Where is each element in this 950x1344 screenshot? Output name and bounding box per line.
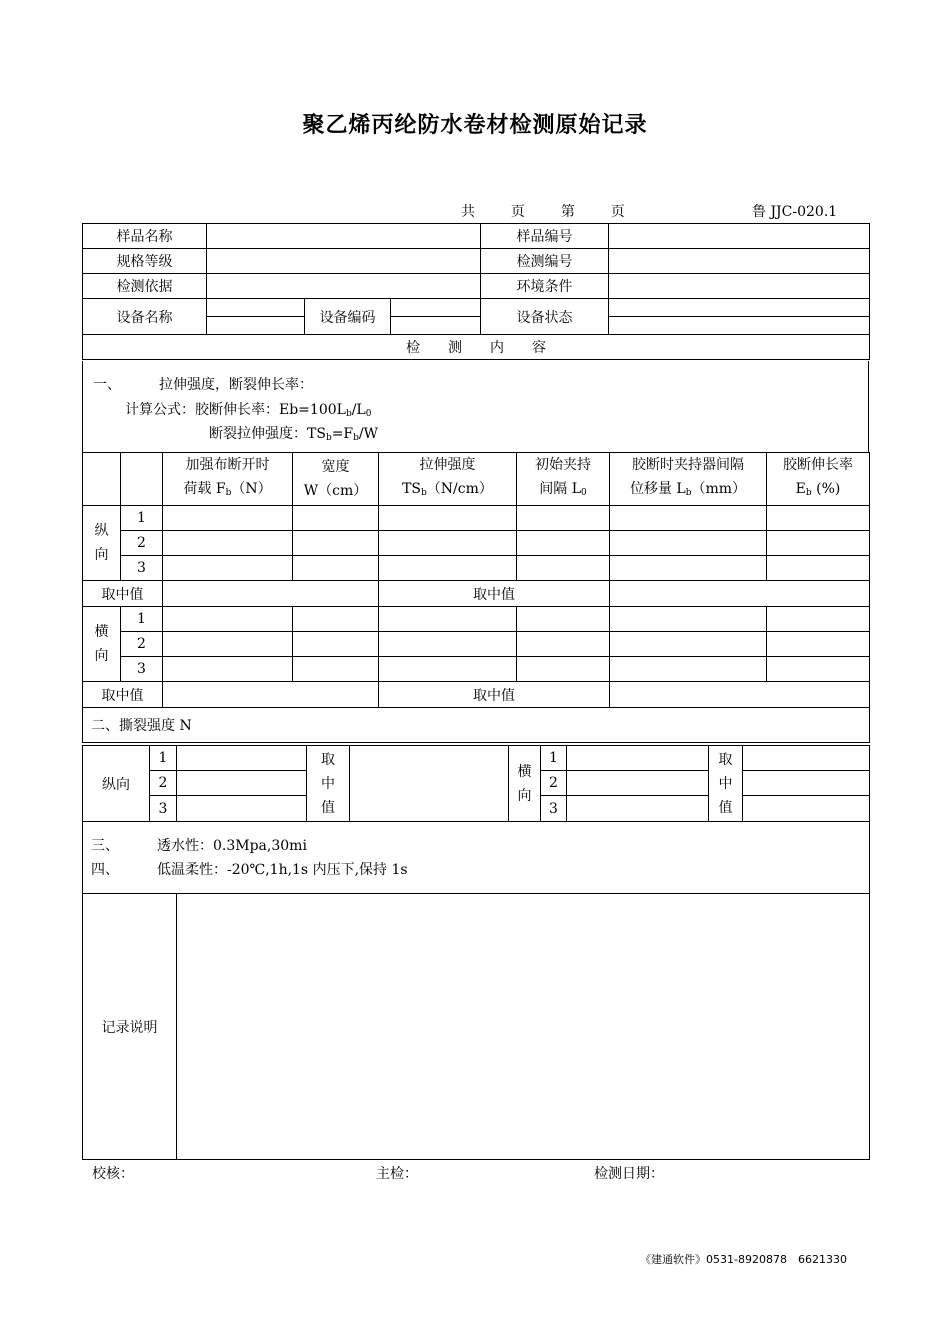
col-strength-l1: 拉伸强度 [419,457,476,473]
tear-median-field-1[interactable] [350,746,509,822]
sample-name-label: 样品名称 [83,224,207,249]
remarks-field[interactable] [177,894,870,1160]
col-gap-l2: 间隔 L [539,481,581,497]
col-width-l1: 宽度 [321,459,350,475]
software-brand: 《建通软件》0531-8920878 6621330 [640,1253,847,1266]
environment-label: 环境条件 [481,274,609,299]
col-strength-header [379,453,517,506]
cell-input[interactable] [293,506,379,531]
sample-name-field[interactable] [207,224,481,249]
review-label: 校核： [92,1166,134,1182]
section-1-number: 一、 [93,377,121,393]
cell-input[interactable] [379,531,517,556]
col-strength-l2: TS [402,481,422,497]
cell-input[interactable] [610,506,767,531]
cell-input[interactable] [379,506,517,531]
cell-input[interactable] [293,531,379,556]
row-number: 1 [121,506,163,531]
page-unit-label-2: 页 [610,204,625,220]
row-number: 2 [121,632,163,657]
sections-3-4 [83,822,870,894]
test-no-field[interactable] [609,249,870,274]
row-number: 1 [150,746,177,771]
page-unit-label: 页 [510,204,525,220]
test-basis-field[interactable] [207,274,481,299]
device-name-field[interactable] [207,299,305,335]
cell-input[interactable] [610,607,767,632]
date-label: 检测日期： [594,1166,664,1182]
cell-input[interactable] [293,632,379,657]
device-code-field[interactable] [391,299,481,335]
cell-input[interactable] [767,506,870,531]
sample-no-field[interactable] [609,224,870,249]
row-number: 2 [541,771,567,796]
col-gap-header [517,453,610,506]
formula-tensile-text: 断裂拉伸强度：TS [209,426,326,442]
formula-sub-0: 0 [365,409,372,419]
cell-input[interactable] [610,632,767,657]
cell-input[interactable] [379,607,517,632]
cell-input[interactable] [567,771,709,796]
cell-input[interactable] [767,632,870,657]
cell-input[interactable] [767,607,870,632]
cell-input[interactable] [743,771,870,796]
section-1-box [82,361,869,452]
median-label: 取中值 [83,682,163,708]
section-2-heading: 二、撕裂强度 N [83,708,870,743]
row-number: 1 [541,746,567,771]
row-number: 3 [150,796,177,822]
tear-median-label-2 [709,746,743,822]
col-elongation-l2: E [795,481,806,497]
cell-input[interactable] [767,657,870,682]
formula-elongation-text: 计算公式：胶断伸长率：Eb=100L [125,402,346,418]
sample-no-label: 样品编号 [481,224,609,249]
section-1-heading: 拉伸强度，断裂伸长率： [159,377,313,393]
cell-input[interactable] [163,531,293,556]
median-field[interactable] [163,682,379,708]
cell-input[interactable] [517,632,610,657]
form-code: 鲁 JJC-020.1 [752,204,838,220]
formula2-mid: =F [331,426,354,442]
tear-median-text-1: 取中值 [321,751,335,816]
formula2-sub-b2: b [353,433,359,443]
cell-input[interactable] [293,607,379,632]
header-blank-2 [121,453,163,506]
cell-input[interactable] [379,632,517,657]
col-strength-end: （N/cm） [426,481,493,497]
cell-input[interactable] [567,746,709,771]
cell-input[interactable] [767,531,870,556]
cell-input[interactable] [743,746,870,771]
spec-grade-label: 规格等级 [83,249,207,274]
cell-input[interactable] [163,632,293,657]
row-number: 3 [121,556,163,581]
col-width-l2: W（cm） [303,483,368,499]
row-number: 2 [150,771,177,796]
col-load-sub: b [225,488,232,498]
cell-input[interactable] [767,556,870,581]
cell-input[interactable] [517,506,610,531]
tear-longitudinal-label: 纵向 [83,746,150,822]
col-gap-sub: 0 [581,488,587,498]
longitudinal-label: 纵向 [83,506,121,581]
cell-input[interactable] [177,746,307,771]
median-label: 取中值 [379,581,610,607]
col-displacement-l1: 胶断时夹持器间隔 [632,457,744,473]
tear-table [82,745,870,1160]
col-elongation-end: (%) [811,481,841,497]
tear-median-label-1 [307,746,350,822]
formula-tensile [209,423,378,443]
cell-input[interactable] [517,531,610,556]
cell-input[interactable] [293,657,379,682]
device-name-label: 设备名称 [83,299,207,335]
cell-input[interactable] [517,556,610,581]
cell-input[interactable] [163,607,293,632]
cell-input[interactable] [177,771,307,796]
col-displacement-l2: 位移量 L [629,481,686,497]
col-load-end: （N） [231,481,272,497]
col-gap-l1: 初始夹持 [535,457,591,473]
col-elongation-sub: b [805,488,812,498]
col-strength-sub: b [421,488,427,498]
test-basis-label: 检测依据 [83,274,207,299]
formula-mid: /L [351,402,366,418]
cell-input[interactable] [567,796,709,822]
section-3-number: 三、 [91,837,119,854]
row-number: 3 [541,796,567,822]
cell-input[interactable] [293,556,379,581]
spec-grade-field[interactable] [207,249,481,274]
row-number: 3 [121,657,163,682]
tear-median-text-2: 取中值 [718,751,733,816]
median-label: 取中值 [83,581,163,607]
col-load-l1: 加强布断开时 [185,457,270,473]
median-field[interactable] [610,682,870,708]
section-3-text: 透水性：0.3Mpa,30mi [157,837,307,854]
header-blank-1 [83,453,121,506]
cell-input[interactable] [610,531,767,556]
formula2-sub-b: b [325,433,332,443]
col-displacement-end: （mm） [691,481,747,497]
remarks-label: 记录说明 [83,894,177,1160]
col-elongation-header [767,453,870,506]
cell-input[interactable] [610,556,767,581]
tensile-table [82,452,870,743]
page-title: 聚乙烯丙纶防水卷材检测原始记录 [302,113,648,138]
median-label: 取中值 [379,682,610,708]
formula-elongation [125,399,371,419]
cell-input[interactable] [177,796,307,822]
environment-field[interactable] [609,274,870,299]
cell-input[interactable] [517,607,610,632]
cell-input[interactable] [379,556,517,581]
cell-input[interactable] [610,657,767,682]
row-number: 2 [121,531,163,556]
chief-label: 主检： [376,1166,418,1182]
col-width-header [293,453,379,506]
tear-transverse-label [509,746,541,822]
cell-input[interactable] [163,506,293,531]
tear-transverse-text: 横向 [517,763,532,804]
section-4-number: 四、 [91,861,119,878]
cell-input[interactable] [743,796,870,822]
total-label: 共 [461,204,475,220]
device-state-field[interactable] [609,299,870,335]
info-table [82,223,870,360]
col-elongation-l1: 胶断伸长率 [783,457,853,473]
content-header: 检 测 内 容 [83,335,870,360]
row-number: 1 [121,607,163,632]
device-code-label: 设备编码 [305,299,391,335]
cell-input[interactable] [517,657,610,682]
device-state-label: 设备状态 [481,299,609,335]
formula2-end: /W [358,426,379,442]
section-4-text: 低温柔性：-20℃,1h,1s 内压下,保持 1s [157,861,408,878]
median-field[interactable] [163,581,379,607]
test-no-label: 检测编号 [481,249,609,274]
col-load-l2: 荷载 F [183,481,226,497]
col-load-header [163,453,293,506]
page-number-label: 第 [560,204,575,220]
formula-sub-b: b [345,409,352,419]
col-displacement-header [610,453,767,506]
cell-input[interactable] [163,657,293,682]
cell-input[interactable] [163,556,293,581]
median-field[interactable] [610,581,870,607]
col-displacement-sub: b [685,488,692,498]
page-count [461,201,625,221]
transverse-label: 横向 [83,607,121,682]
cell-input[interactable] [379,657,517,682]
